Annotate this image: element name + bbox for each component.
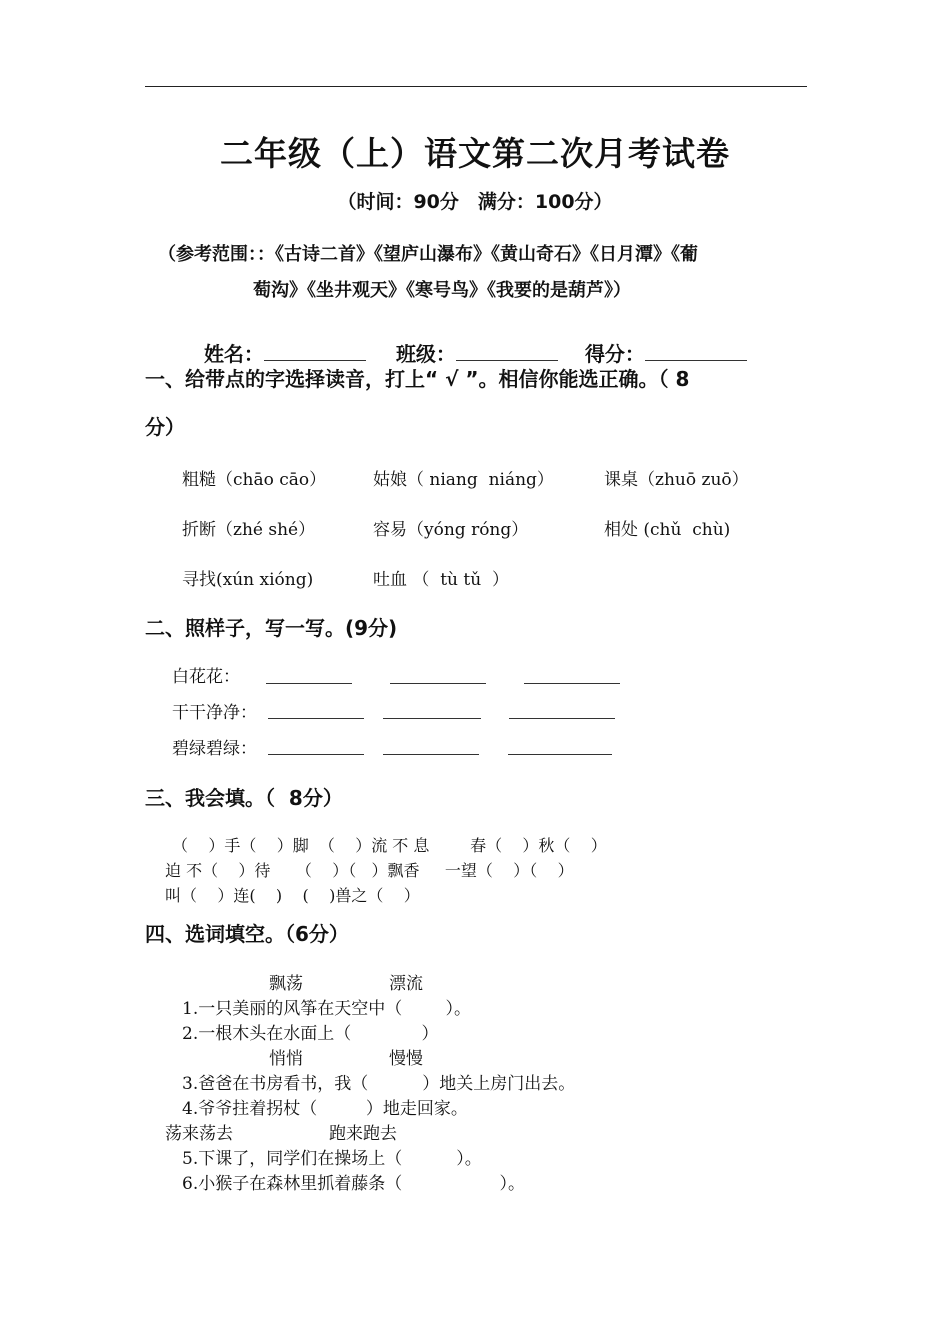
class-label: 班级： [395, 342, 456, 366]
question: 1.一只美丽的风筝在天空中（ ）。 [182, 999, 471, 1019]
scope-line-1: （参考范围：：《古诗二首》《望庐山瀑布》《黄山奇石》《日月潭》《葡 [158, 244, 698, 265]
answer-blank[interactable] [383, 754, 479, 755]
pinyin-item: 姑娘（ niang niáng） [373, 470, 554, 490]
score-label: 得分： [584, 342, 645, 366]
section4-heading: 四、选词填空。（6分） [145, 922, 349, 946]
pinyin-item: 折断（zhé shé） [182, 520, 316, 540]
word-choice: 悄悄 [269, 1049, 303, 1069]
answer-blank[interactable] [266, 683, 352, 684]
idiom-fill-line: 迫 不（ ）待 （ ）（ ）飘香 一望（ ）（ ） [165, 861, 574, 880]
name-label: 姓名： [203, 342, 264, 366]
question: 6.小猴子在森林里抓着藤条（ ）。 [182, 1174, 525, 1194]
pinyin-item: 寻找(xún xióng) [182, 570, 314, 590]
pinyin-item: 粗糙（chāo cāo） [182, 470, 327, 490]
question: 2.一根木头在水面上（ ） [182, 1024, 439, 1044]
score-blank[interactable] [645, 342, 747, 361]
top-rule [145, 86, 807, 87]
pinyin-item: 吐血 （ tù tǔ ） [373, 570, 509, 590]
idiom-fill-line: 叫（ ）连( ) ( )兽之（ ） [165, 886, 420, 905]
answer-blank[interactable] [508, 754, 612, 755]
word-choice: 慢慢 [389, 1049, 423, 1069]
scope-line-2: 萄沟》《坐井观天》《寒号鸟》《我要的是葫芦》） [253, 280, 631, 301]
pattern-label: 碧绿碧绿： [172, 739, 257, 759]
answer-blank[interactable] [524, 683, 620, 684]
answer-blank[interactable] [268, 754, 364, 755]
name-field[interactable] [190, 314, 366, 367]
question: 4.爷爷拄着拐杖（ ）地走回家。 [182, 1099, 468, 1119]
answer-blank[interactable] [268, 718, 364, 719]
section1-heading-cont: 分） [145, 415, 185, 439]
answer-blank[interactable] [383, 718, 481, 719]
pinyin-item: 相处 (chǔ chù) [604, 520, 731, 540]
question: 5.下课了，同学们在操场上（ ）。 [182, 1149, 482, 1169]
pattern-label: 干干净净： [172, 703, 257, 723]
section1-heading: 一、给带点的字选择读音，打上“ √ ”。相信你能选正确。（ 8 [145, 367, 690, 391]
word-choice: 荡来荡去 [165, 1124, 233, 1144]
name-blank[interactable] [264, 342, 366, 361]
section2-heading: 二、照样子，写一写。(9分) [145, 616, 398, 640]
pinyin-item: 课桌（zhuō zuō） [604, 470, 749, 490]
question: 3.爸爸在书房看书，我（ ）地关上房门出去。 [182, 1074, 576, 1094]
idiom-fill-line: （ ）手（ ）脚 （ ）流 不 息 春（ ）秋（ ） [172, 836, 607, 855]
word-choice: 飘荡 [269, 974, 303, 994]
pattern-label: 白花花： [172, 667, 240, 687]
word-choice: 跑来跑去 [329, 1124, 397, 1144]
answer-blank[interactable] [509, 718, 615, 719]
exam-time-score: （时间：90分 满分：100分） [337, 191, 613, 213]
page-title: 二年级（上）语文第二次月考试卷 [220, 134, 730, 173]
answer-blank[interactable] [390, 683, 486, 684]
pinyin-item: 容易（yóng róng） [373, 520, 529, 540]
word-choice: 漂流 [389, 974, 423, 994]
score-field[interactable] [571, 314, 747, 367]
section3-heading: 三、我会填。（ 8分） [145, 786, 343, 810]
class-field[interactable] [382, 314, 558, 367]
class-blank[interactable] [456, 342, 558, 361]
